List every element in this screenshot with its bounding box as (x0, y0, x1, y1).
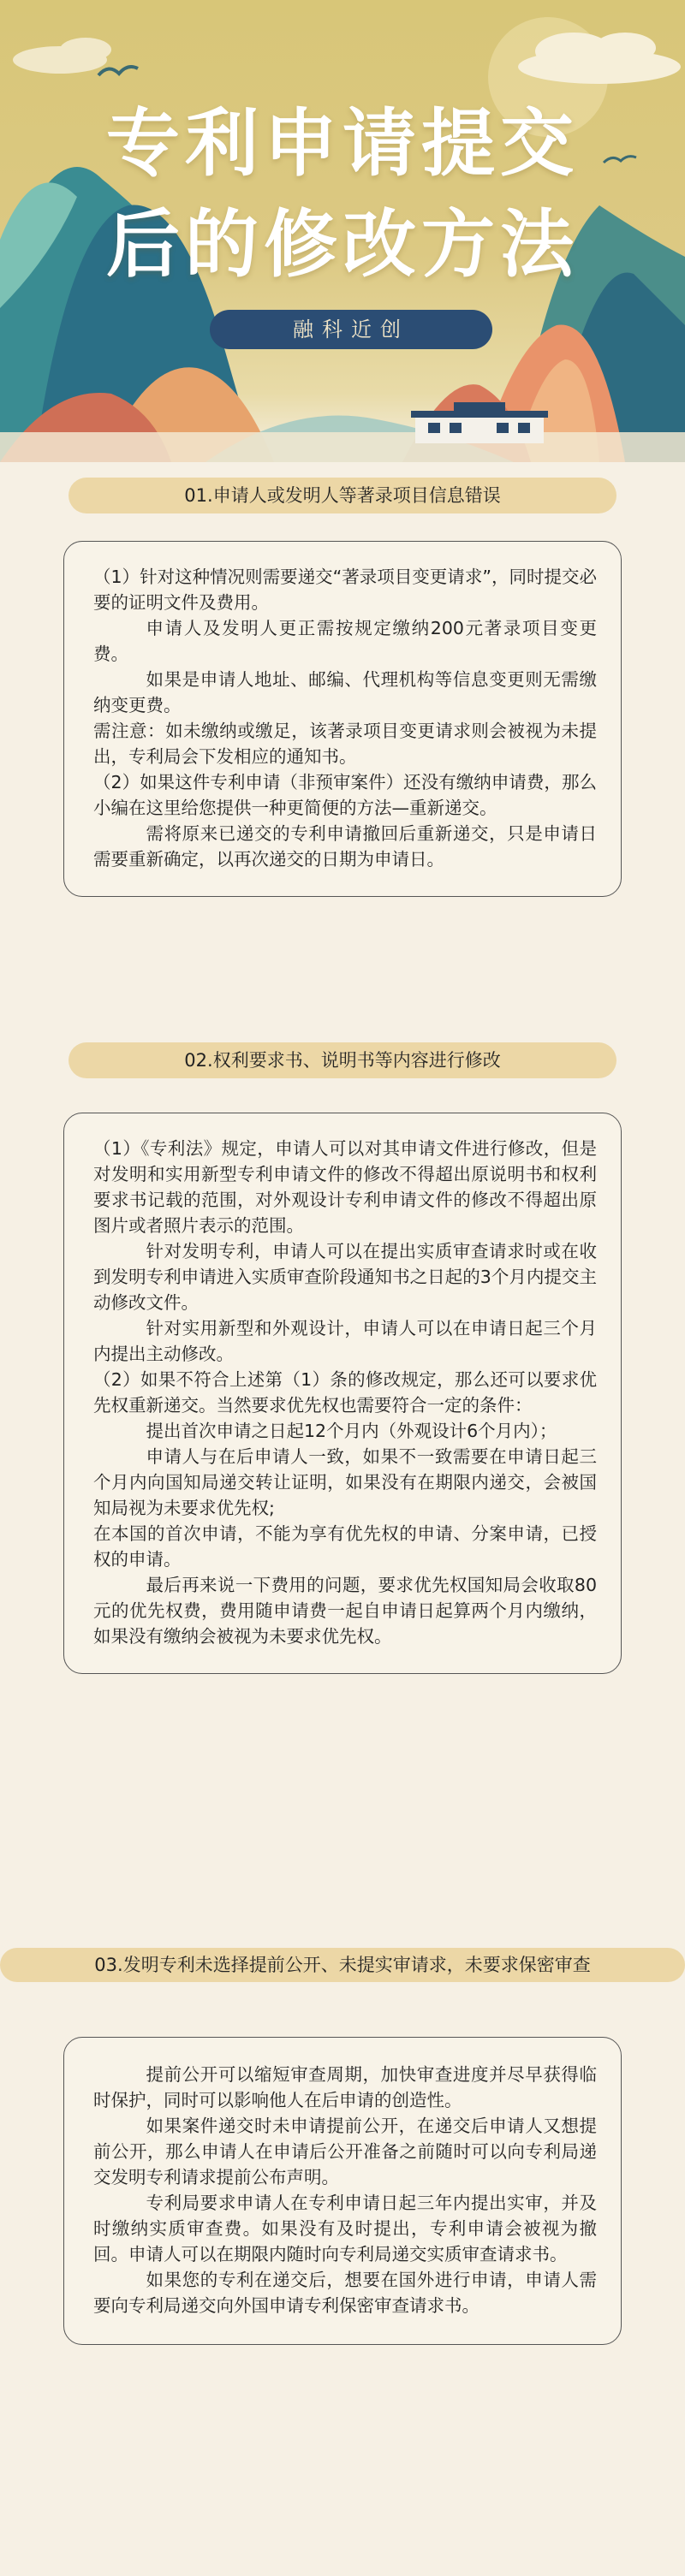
paragraph: 专利局要求申请人在专利申请日起三年内提出实审，并及时缴纳实质审查费。如果没有及时提出，专利申请会被视为撤回。申请人可以在期限内随时向专利局递交实质审查请求书。 (93, 2193, 597, 2264)
paragraph: 需将原来已递交的专利申请撤回后重新递交，只是申请日需要重新确定，以再次递交的日期为申请日。 (93, 823, 597, 870)
paragraph: 如果案件递交时未申请提前公开，在递交后申请人又想提前公开，那么申请人在申请后公开准备之前随时可以向专利局递交发明专利请求提前公布声明。 (93, 2116, 597, 2187)
paragraph: 如果您的专利在递交后，想要在国外进行申请，申请人需要向专利局递交向外国申请专利保密审查请求书。 (93, 2270, 597, 2316)
hero-banner (0, 0, 685, 462)
paragraph: （2）如果不符合上述第（1）条的修改规定，那么还可以要求优先权重新递交。当然要求优先权也需要符合一定的条件： (93, 1369, 597, 1416)
section-header-1: 01.申请人或发明人等著录项目信息错误 (68, 478, 616, 513)
paragraph: 针对实用新型和外观设计，申请人可以在申请日起三个月内提出主动修改。 (93, 1318, 597, 1364)
paragraph: 提前公开可以缩短审查周期，加快审查进度并尽早获得临时保护，同时可以影响他人在后申请的创造性。 (93, 2064, 597, 2110)
paragraph: 如果是申请人地址、邮编、代理机构等信息变更则无需缴纳变更费。 (93, 669, 597, 715)
cloud-left (13, 38, 111, 74)
section-header-3: 03.发明专利未选择提前公开、未提实审请求，未要求保密审查 (0, 1948, 685, 1982)
bird-left (98, 67, 138, 75)
section-card-3 (63, 2037, 622, 2345)
section-card-1 (63, 541, 622, 897)
paragraph: 需注意：如未缴纳或缴足，该著录项目变更请求则会被视为未提出，专利局会下发相应的通知书。 (93, 721, 597, 767)
page-title-line2: 后的修改方法 (106, 202, 579, 288)
paragraph: 在本国的首次申请，不能为享有优先权的申请、分案申请，已授权的申请。 (93, 1523, 597, 1570)
paragraph: 提出首次申请之日起12个月内（外观设计6个月内）； (146, 1421, 557, 1441)
brand-badge: 融科近创 (210, 310, 492, 349)
paragraph: （2）如果这件专利申请（非预审案件）还没有缴纳申请费，那么小编在这里给您提供一种更简便的方法—重新递交。 (93, 772, 597, 818)
section-card-2 (63, 1113, 622, 1674)
paragraph: （1）《专利法》规定，申请人可以对其申请文件进行修改，但是对发明和实用新型专利申请文件的修改不得超出原说明书和权利要求书记载的范围，对外观设计专利申请文件的修改不得超出原图片或者照片表示的范围。 (93, 1138, 597, 1236)
paragraph: （1）针对这种情况则需要递交“著录项目变更请求”，同时提交必要的证明文件及费用。 (93, 567, 597, 613)
section-header-2: 02.权利要求书、说明书等内容进行修改 (68, 1042, 616, 1078)
paragraph: 针对发明专利，申请人可以在提出实质审查请求时或在收到发明专利申请进入实质审查阶段通知书之日起的3个月内提交主动修改文件。 (93, 1241, 597, 1313)
paragraph: 申请人与在后申请人一致，如果不一致需要在申请日起三个月内向国知局递交转让证明，如果没有在期限内递交，会被国知局视为未要求优先权; (93, 1446, 597, 1518)
paragraph: 最后再来说一下费用的问题，要求优先权国知局会收取80元的优先权费，费用随申请费一起自申请日起算两个月内缴纳，如果没有缴纳会被视为未要求优先权。 (93, 1575, 597, 1647)
paragraph: 申请人及发明人更正需按规定缴纳200元著录项目变更费。 (93, 618, 597, 664)
page-title-line1: 专利申请提交 (106, 101, 579, 187)
